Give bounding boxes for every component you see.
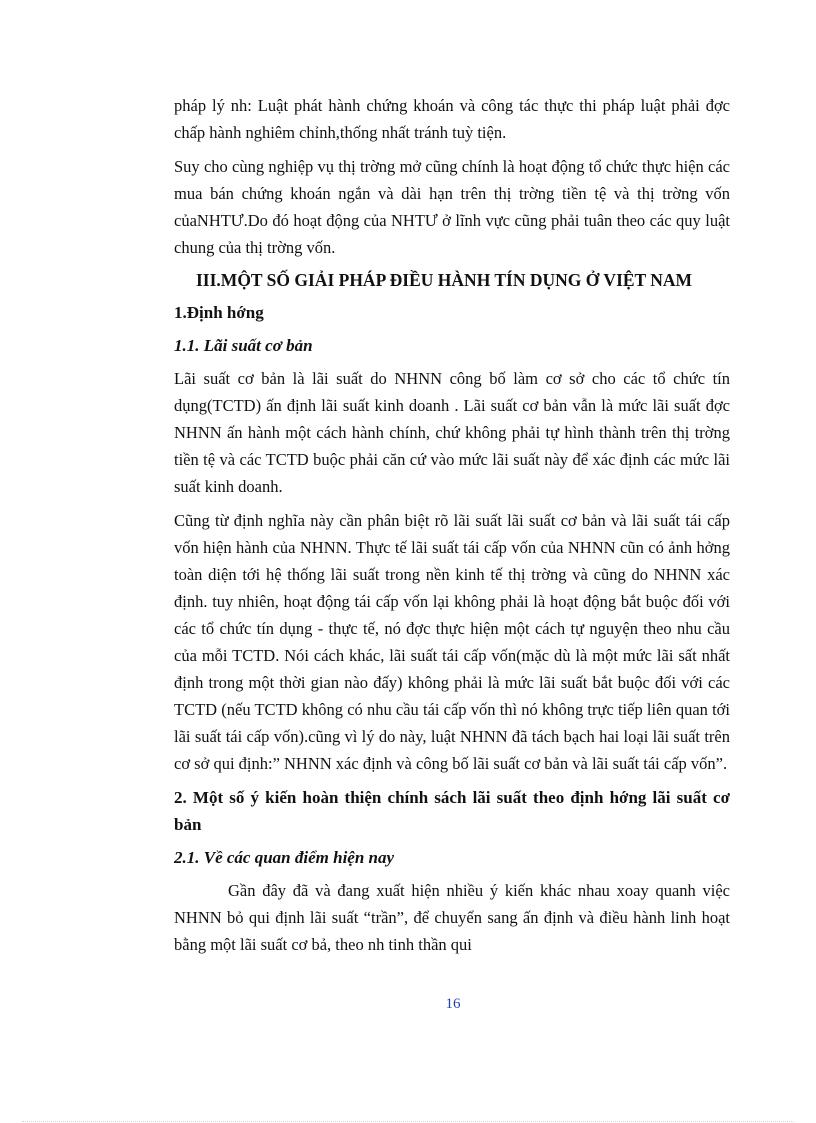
heading-interest-policy: 2. Một số ý kiến hoàn thiện chính sách lãi suất theo định hớng lãi suất cơ bản bbox=[174, 788, 730, 834]
document-page bbox=[174, 92, 730, 965]
paragraph-legal-framework: pháp lý nh: Luật phát hành chứng khoán và công tác thực thi pháp luật phải đợc chấp hành nghiêm chỉnh,thống nhất tránh tuỳ tiện. bbox=[174, 96, 730, 142]
paragraph-refinancing-rate: Cũng từ định nghĩa này cần phân biệt rõ lãi suất lãi suất cơ bản và lãi suất tái cấp vốn hiện hành của NHNN. Thực tế lãi suất tái cấp vốn của NHNN cũn có ảnh hởng toàn diện tới hệ thống lãi suất trong nền kinh tế thị trờng và cũng do NHNN xác định. tuy nhiên, hoạt động tái cấp vốn lại không phải là hoạt động bắt buộc đối với các tổ chức tín dụng - thực tế, nó đợc thực hiện một cách tự nguyện theo nhu cầu của mỗi TCTD. Nói cách khác, lãi suất tái cấp vốn(mặc dù là một mức lãi sất nhất định trong một thời gian nào đấy) không phải là mức lãi suất bắt buộc đối với các TCTD (nếu TCTD không có nhu cầu tái cấp vốn thì nó không trực tiếp liên quan tới lãi suất tái cấp vốn).cũng vì lý do này, luật NHNN đã tách bạch hai loại lãi suất trên cơ sở qui định:” NHNN xác định và công bố lãi suất cơ bản và lãi suất tái cấp vốn”. bbox=[174, 511, 730, 773]
page-bottom-divider bbox=[22, 1121, 794, 1122]
heading-orientation: 1.Định hớng bbox=[174, 303, 264, 322]
paragraph-open-market: Suy cho cùng nghiệp vụ thị trờng mở cũng chính là hoạt động tổ chức thực hiện các mua bán chứng khoán ngắn và dài hạn trên thị trờng tiền tệ và thị trờng vốn củaNHTƯ.Do đó hoạt động của NHTƯ ở lĩnh vực cũng phải tuân theo các quy luật chung của thị trờng vốn. bbox=[174, 157, 730, 257]
heading-section-iii: III.MỘT SỐ GIẢI PHÁP ĐIỀU HÀNH TÍN DỤNG Ở VIỆT NAM bbox=[196, 270, 693, 290]
page-number: 16 bbox=[445, 996, 461, 1012]
heading-current-views: 2.1. Về các quan điểm hiện nay bbox=[174, 848, 395, 867]
paragraph-recent-opinions: Gần đây đã và đang xuất hiện nhiều ý kiến khác nhau xoay quanh việc NHNN bỏ qui định lãi suất “trần”, để chuyển sang ấn định và điều hành linh hoạt bằng một lãi suất cơ bả, theo nh tinh thần qui bbox=[174, 881, 730, 954]
heading-base-rate: 1.1. Lãi suất cơ bản bbox=[174, 336, 313, 355]
paragraph-base-rate-definition: Lãi suất cơ bản là lãi suất do NHNN công bố làm cơ sở cho các tổ chức tín dụng(TCTD) ấn định lãi suất kinh doanh . Lãi suất cơ bản vẫn là mức lãi suất đợc NHNN ấn hành một cách hành chính, chứ không phải tự hình thành trên thị trờng tiền tệ và các TCTD buộc phải căn cứ vào mức lãi suất này để xác định các mức lãi suất kinh doanh. bbox=[174, 369, 730, 496]
